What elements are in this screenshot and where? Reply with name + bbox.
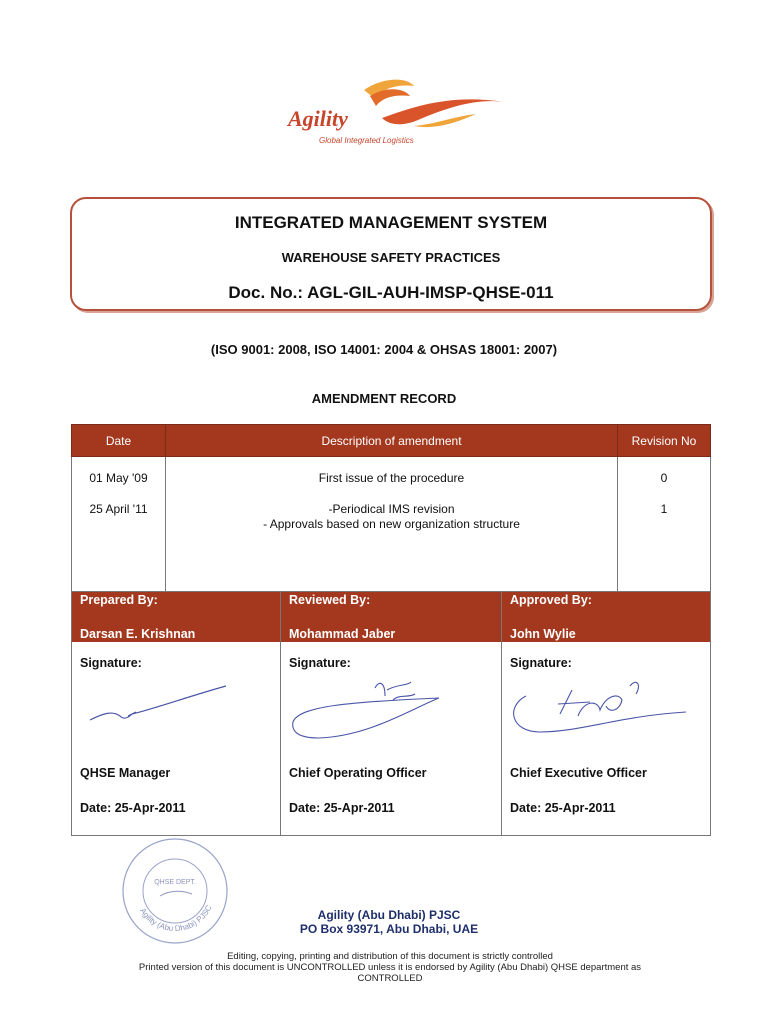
document-number: Doc. No.: AGL-GIL-AUH-IMSP-QHSE-011 bbox=[228, 283, 554, 302]
prepared-by-label: Prepared By: bbox=[72, 592, 281, 617]
reviewer-signature-label: Signature: bbox=[289, 656, 351, 670]
column-header-description: Description of amendment bbox=[166, 425, 618, 457]
stamp-inner-text: QHSE DEPT. bbox=[154, 879, 196, 886]
footer-line-3: CONTROLLED bbox=[357, 973, 423, 984]
preparer-signature-cell bbox=[72, 642, 281, 766]
column-header-date: Date bbox=[72, 425, 166, 457]
amendment-body-row bbox=[72, 457, 711, 592]
row-2-date: 25 April '11 bbox=[89, 502, 148, 516]
approver-name: John Wylie bbox=[502, 617, 711, 642]
reviewer-signature-icon bbox=[289, 676, 469, 742]
stamp-ring-text: Agility (Abu Dhabi) PJSC bbox=[138, 903, 214, 934]
approver-signature-icon bbox=[510, 676, 700, 742]
signature-row bbox=[72, 642, 711, 766]
logo-wordmark: Agility bbox=[288, 106, 348, 131]
approver-signature-label: Signature: bbox=[510, 656, 572, 670]
amendment-header-row bbox=[72, 425, 711, 457]
preparer-date: Date: 25-Apr-2011 bbox=[72, 800, 281, 836]
row-1-description: First issue of the procedure bbox=[318, 471, 465, 485]
control-notice bbox=[90, 951, 690, 984]
iso-standards-line: (ISO 9001: 2008, ISO 14001: 2004 & OHSAS 18001: 2007) bbox=[210, 342, 558, 357]
reviewer-name: Mohammad Jaber bbox=[281, 617, 502, 642]
signoff-table bbox=[71, 592, 711, 836]
row-2-description-line-1: -Periodical IMS revision bbox=[328, 502, 455, 516]
footer-line-1: Editing, copying, printing and distribution of this document is strictly controlled bbox=[227, 951, 553, 962]
preparer-name: Darsan E. Krishnan bbox=[72, 617, 281, 642]
date-row bbox=[72, 800, 711, 836]
company-address: PO Box 93971, Abu Dhabi, UAE bbox=[299, 922, 479, 936]
approved-by-label: Approved By: bbox=[502, 592, 711, 617]
column-header-revision: Revision No bbox=[618, 425, 711, 457]
row-1-revision: 0 bbox=[660, 471, 668, 485]
document-title: INTEGRATED MANAGEMENT SYSTEM bbox=[234, 213, 548, 232]
approver-date: Date: 25-Apr-2011 bbox=[502, 800, 711, 836]
reviewed-by-label: Reviewed By: bbox=[281, 592, 502, 617]
row-2-revision: 1 bbox=[660, 502, 668, 516]
amendment-heading: AMENDMENT RECORD bbox=[311, 391, 457, 406]
row-2-description-line-2: - Approvals based on new organization structure bbox=[263, 517, 520, 531]
preparer-role: QHSE Manager bbox=[72, 766, 281, 800]
amendment-table bbox=[71, 424, 711, 592]
document-subtitle: WAREHOUSE SAFETY PRACTICES bbox=[281, 250, 501, 265]
signoff-name-row bbox=[72, 617, 711, 642]
preparer-signature-icon bbox=[80, 676, 240, 732]
revision-cell bbox=[618, 457, 711, 592]
description-cell bbox=[166, 457, 618, 592]
approver-role: Chief Executive Officer bbox=[502, 766, 711, 800]
approver-signature-cell bbox=[502, 642, 711, 766]
company-block bbox=[0, 908, 768, 936]
signoff-label-row bbox=[72, 592, 711, 617]
company-name: Agility (Abu Dhabi) PJSC bbox=[317, 908, 461, 922]
reviewer-date: Date: 25-Apr-2011 bbox=[281, 800, 502, 836]
row-1-date: 01 May '09 bbox=[89, 471, 148, 485]
date-cell bbox=[72, 457, 166, 592]
role-row bbox=[72, 766, 711, 800]
reviewer-role: Chief Operating Officer bbox=[281, 766, 502, 800]
title-box bbox=[70, 197, 712, 311]
logo-tagline: Global Integrated Logistics bbox=[319, 136, 414, 145]
reviewer-signature-cell bbox=[281, 642, 502, 766]
footer-line-2: Printed version of this document is UNCONTROLLED unless it is endorsed by Agility (Abu Dhabi) QHSE department as bbox=[138, 962, 642, 973]
preparer-signature-label: Signature: bbox=[80, 656, 142, 670]
agility-logo bbox=[286, 76, 516, 152]
